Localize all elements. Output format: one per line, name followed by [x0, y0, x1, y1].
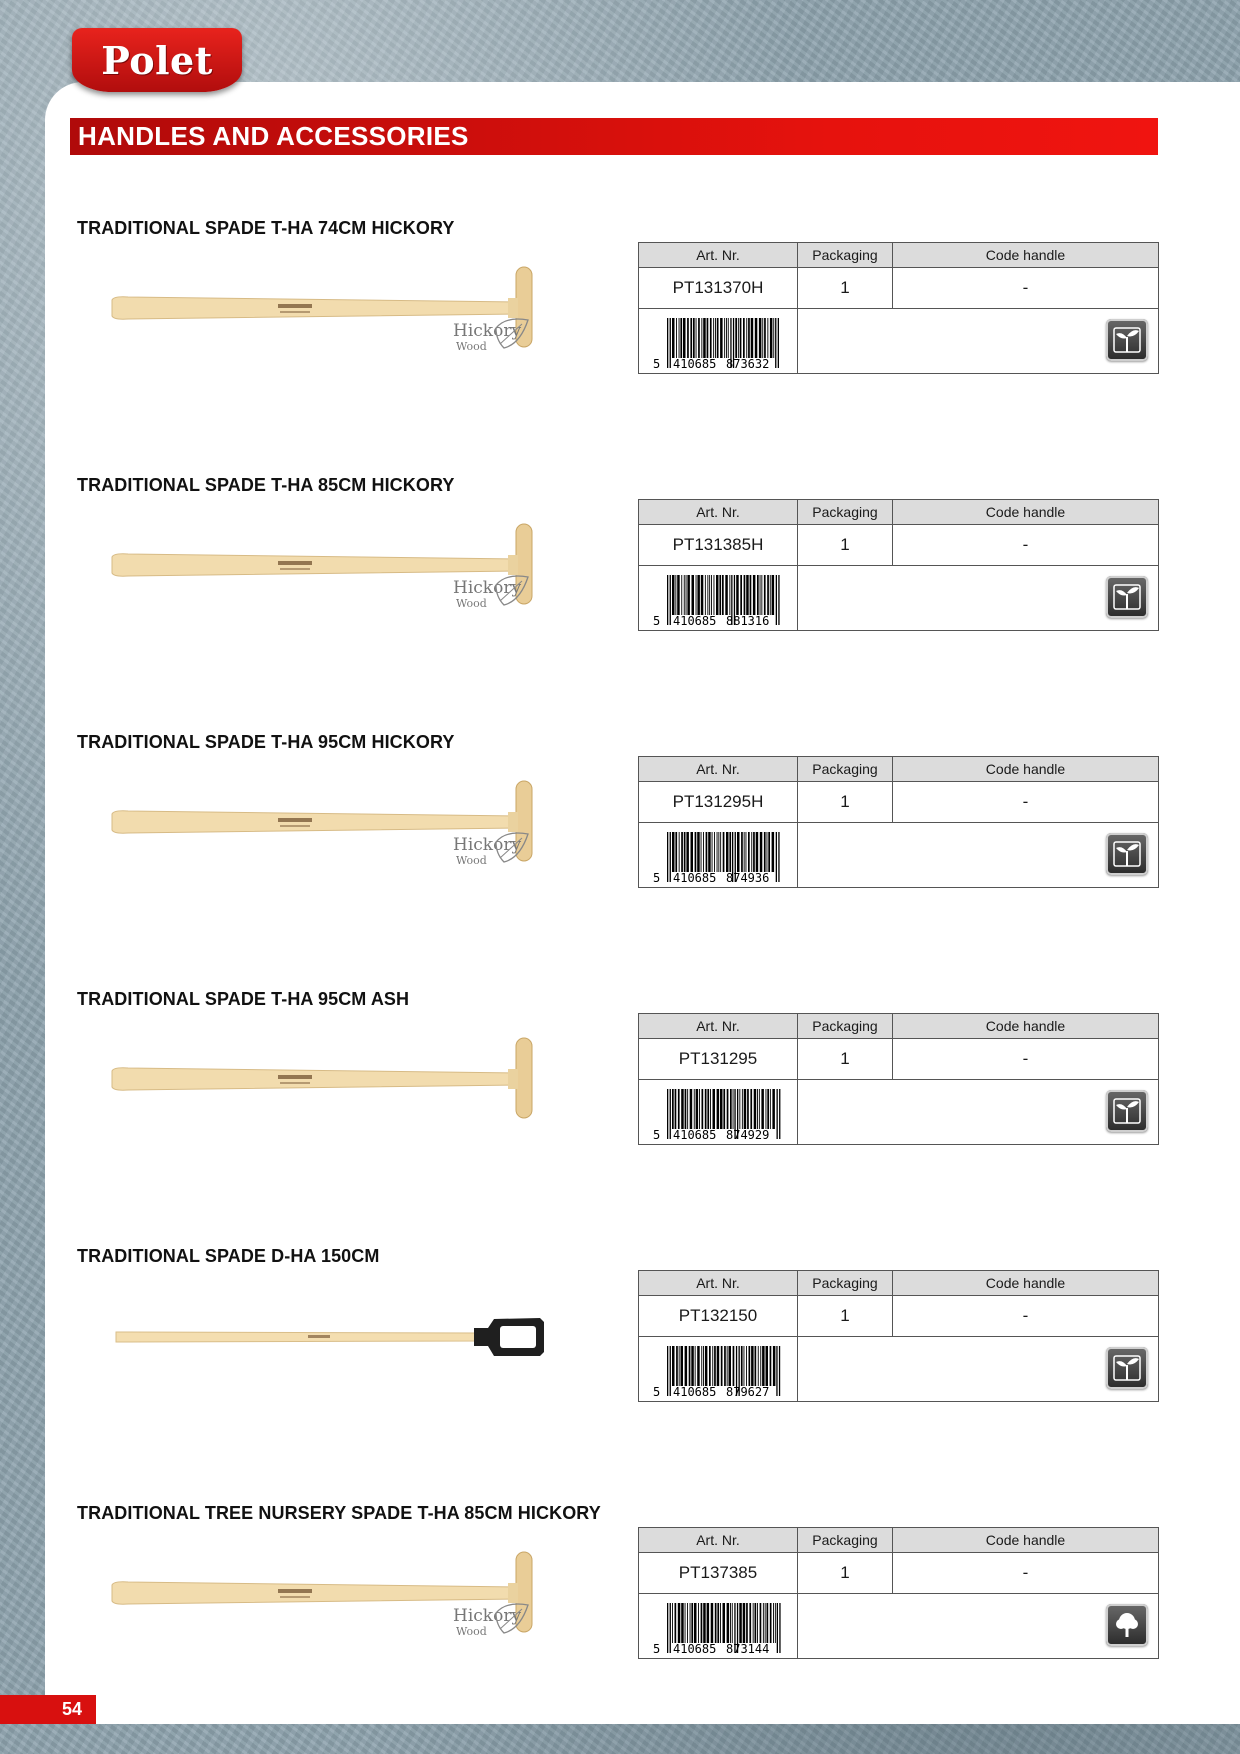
product-title: TRADITIONAL SPADE T-HA 85CM HICKORY [77, 475, 455, 495]
art-nr-value: PT131385H [639, 525, 798, 566]
barcode [653, 318, 783, 370]
packaging-value: 1 [798, 782, 893, 823]
barcode-right-digits: 873144 [726, 1642, 770, 1655]
section-title: HANDLES AND ACCESSORIES [70, 118, 1158, 155]
code-handle-value: - [893, 1296, 1159, 1337]
seedling-icon [1106, 576, 1148, 618]
barcode-lead-digit: 5 [653, 1642, 661, 1655]
barcode-right-digits: 874929 [726, 1128, 770, 1141]
header-code-handle: Code handle [893, 1014, 1159, 1039]
page-number: 54 [0, 1695, 96, 1724]
barcode-lead-digit: 5 [653, 614, 661, 627]
tree-icon [1106, 1604, 1148, 1646]
barcode-left-digits: 410685 [673, 357, 717, 370]
barcode-cell [639, 309, 798, 374]
product-block-2 [0, 475, 1240, 715]
hickory-mark-text: Hickory [453, 321, 522, 341]
header-code-handle: Code handle [893, 243, 1159, 268]
icon-cell [798, 1594, 1159, 1659]
header-packaging: Packaging [798, 1528, 893, 1553]
product-block-6 [0, 1503, 1240, 1743]
polet-logo [72, 28, 242, 92]
header-code-handle: Code handle [893, 757, 1159, 782]
art-nr-value: PT132150 [639, 1296, 798, 1337]
barcode-lead-digit: 5 [653, 1385, 661, 1398]
barcode-left-digits: 410685 [673, 1385, 717, 1398]
seedling-icon [1106, 1090, 1148, 1132]
art-nr-value: PT137385 [639, 1553, 798, 1594]
product-title: TRADITIONAL TREE NURSERY SPADE T-HA 85CM HICKORY [77, 1503, 601, 1523]
header-art-nr: Art. Nr. [639, 500, 798, 525]
seedling-icon [1106, 833, 1148, 875]
code-handle-value: - [893, 1039, 1159, 1080]
icon-cell [798, 1080, 1159, 1145]
header-packaging: Packaging [798, 1271, 893, 1296]
product-table [638, 1013, 1159, 1145]
product-block-1 [0, 218, 1240, 458]
icon-cell [798, 823, 1159, 888]
wood-mark-text: Wood [456, 854, 487, 867]
handle-image [108, 1543, 558, 1643]
barcode-cell [639, 1594, 798, 1659]
product-block-5 [0, 1246, 1240, 1486]
product-table [638, 1527, 1159, 1659]
product-title: TRADITIONAL SPADE T-HA 95CM ASH [77, 989, 410, 1009]
barcode-right-digits: 881316 [726, 614, 770, 627]
handle-image [108, 258, 558, 358]
code-handle-value: - [893, 782, 1159, 823]
barcode-left-digits: 410685 [673, 871, 717, 884]
header-art-nr: Art. Nr. [639, 1528, 798, 1553]
barcode-cell [639, 1337, 798, 1402]
logo-text: Polet [101, 37, 213, 83]
barcode-left-digits: 410685 [673, 1128, 717, 1141]
product-block-3 [0, 732, 1240, 972]
packaging-value: 1 [798, 268, 893, 309]
product-table [638, 499, 1159, 631]
barcode-cell [639, 1080, 798, 1145]
art-nr-value: PT131370H [639, 268, 798, 309]
packaging-value: 1 [798, 525, 893, 566]
product-title: TRADITIONAL SPADE T-HA 74CM HICKORY [77, 218, 455, 238]
barcode-right-digits: 873632 [726, 357, 770, 370]
barcode-left-digits: 410685 [673, 614, 717, 627]
icon-cell [798, 566, 1159, 631]
barcode [653, 575, 783, 627]
seedling-icon [1106, 319, 1148, 361]
handle-image [108, 772, 558, 872]
header-art-nr: Art. Nr. [639, 243, 798, 268]
header-art-nr: Art. Nr. [639, 1271, 798, 1296]
header-packaging: Packaging [798, 1014, 893, 1039]
product-table [638, 242, 1159, 374]
icon-cell [798, 1337, 1159, 1402]
handle-image [108, 1286, 558, 1386]
header-packaging: Packaging [798, 243, 893, 268]
art-nr-value: PT131295 [639, 1039, 798, 1080]
product-table [638, 756, 1159, 888]
header-packaging: Packaging [798, 757, 893, 782]
product-block-4 [0, 989, 1240, 1229]
header-art-nr: Art. Nr. [639, 1014, 798, 1039]
code-handle-value: - [893, 525, 1159, 566]
handle-image [108, 515, 558, 615]
header-code-handle: Code handle [893, 1271, 1159, 1296]
barcode [653, 832, 783, 884]
barcode-cell [639, 566, 798, 631]
seedling-icon [1106, 1347, 1148, 1389]
art-nr-value: PT131295H [639, 782, 798, 823]
product-title: TRADITIONAL SPADE D-HA 150CM [77, 1246, 380, 1266]
wood-mark-text: Wood [456, 340, 487, 353]
packaging-value: 1 [798, 1039, 893, 1080]
product-title: TRADITIONAL SPADE T-HA 95CM HICKORY [77, 732, 455, 752]
code-handle-value: - [893, 1553, 1159, 1594]
handle-image [108, 1029, 558, 1129]
barcode-cell [639, 823, 798, 888]
barcode [653, 1089, 783, 1141]
packaging-value: 1 [798, 1296, 893, 1337]
barcode-left-digits: 410685 [673, 1642, 717, 1655]
header-art-nr: Art. Nr. [639, 757, 798, 782]
wood-mark-text: Wood [456, 597, 487, 610]
barcode-lead-digit: 5 [653, 871, 661, 884]
header-code-handle: Code handle [893, 1528, 1159, 1553]
header-code-handle: Code handle [893, 500, 1159, 525]
icon-cell [798, 309, 1159, 374]
barcode-lead-digit: 5 [653, 357, 661, 370]
hickory-mark-text: Hickory [453, 1606, 522, 1626]
hickory-mark-text: Hickory [453, 835, 522, 855]
packaging-value: 1 [798, 1553, 893, 1594]
barcode [653, 1346, 783, 1398]
barcode-right-digits: 874936 [726, 871, 770, 884]
barcode [653, 1603, 783, 1655]
barcode-lead-digit: 5 [653, 1128, 661, 1141]
hickory-mark-text: Hickory [453, 578, 522, 598]
header-packaging: Packaging [798, 500, 893, 525]
code-handle-value: - [893, 268, 1159, 309]
barcode-right-digits: 879627 [726, 1385, 770, 1398]
wood-mark-text: Wood [456, 1625, 487, 1638]
product-table [638, 1270, 1159, 1402]
